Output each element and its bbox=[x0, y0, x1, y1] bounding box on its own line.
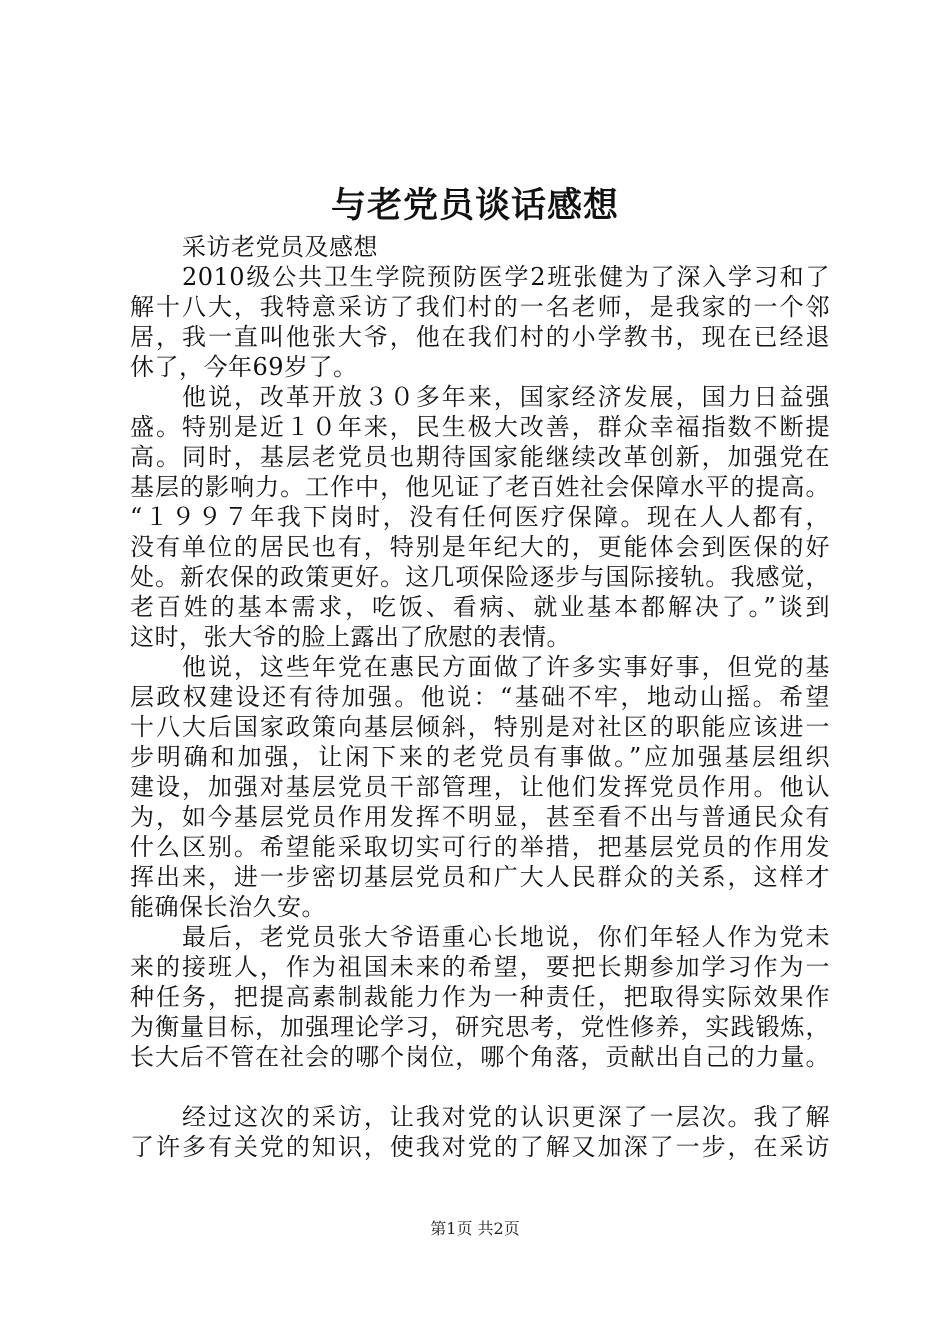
paragraph-line: 这时，张大爷的脸上露出了欣慰的表情。 bbox=[130, 623, 571, 651]
paragraph-line: 能确保长治久安。 bbox=[130, 893, 326, 921]
paragraph-gap bbox=[130, 1072, 830, 1102]
paragraph-line: 解十八大，我特意采访了我们村的一名老师，是我家的一个邻 bbox=[130, 293, 830, 321]
paragraph-line: 为，如今基层党员作用发挥不明显，甚至看不出与普通民众有 bbox=[130, 803, 830, 831]
paragraph-line: 居，我一直叫他张大爷，他在我们村的小学教书，现在已经退 bbox=[130, 323, 830, 351]
paragraph-line: 建设，加强对基层党员干部管理，让他们发挥党员作用。他认 bbox=[130, 773, 830, 801]
paragraph-line: 最后，老党员张大爷语重心长地说，你们年轻人作为党未 bbox=[182, 923, 830, 951]
paragraph-line: “１９９７年我下岗时，没有任何医疗保障。现在人人都有， bbox=[130, 503, 830, 531]
document-title: 与老党员谈话感想 bbox=[330, 185, 619, 226]
paragraph-line: 经过这次的采访，让我对党的认识更深了一层次。我了解 bbox=[182, 1103, 830, 1131]
page-number-footer: 第1页 共2页 bbox=[430, 1219, 520, 1238]
paragraph-line: 什么区别。希望能采取切实可行的举措，把基层党员的作用发 bbox=[130, 833, 830, 861]
paragraph-line: 为衡量目标，加强理论学习，研究思考，党性修养，实践锻炼， bbox=[130, 1013, 830, 1041]
paragraph-line: 挥出来，进一步密切基层党员和广大人民群众的关系，这样才 bbox=[130, 863, 830, 891]
paragraph-line: 处。新农保的政策更好。这几项保险逐步与国际接轨。我感觉， bbox=[130, 563, 830, 591]
paragraph-line: 盛。特别是近１０年来，民生极大改善，群众幸福指数不断提 bbox=[130, 413, 830, 441]
paragraph-line: 老百姓的基本需求，吃饭、看病、就业基本都解决了。”谈到 bbox=[130, 593, 830, 621]
paragraph-line: 他说，这些年党在惠民方面做了许多实事好事，但党的基 bbox=[182, 653, 830, 681]
paragraph-line: 没有单位的居民也有，特别是年纪大的，更能体会到医保的好 bbox=[130, 533, 830, 561]
document-body bbox=[130, 232, 830, 1162]
subtitle-line: 采访老党员及感想 bbox=[182, 233, 378, 261]
paragraph-line: 基层的影响力。工作中，他见证了老百姓社会保障水平的提高。 bbox=[130, 473, 830, 501]
paragraph-line: 高。同时，基层老党员也期待国家能继续改革创新，加强党在 bbox=[130, 443, 830, 471]
paragraph-line: 休了，今年69岁了。 bbox=[130, 353, 358, 381]
paragraph-line: 种任务，把提高素制裁能力作为一种责任，把取得实际效果作 bbox=[130, 983, 830, 1011]
paragraph-line: 层政权建设还有待加强。他说：“基础不牢，地动山摇。希望 bbox=[130, 683, 830, 711]
paragraph-line: 来的接班人，作为祖国未来的希望，要把长期参加学习作为一 bbox=[130, 953, 830, 981]
paragraph-line: 了许多有关党的知识，使我对党的了解又加深了一步，在采访 bbox=[130, 1133, 830, 1161]
paragraph-line: 长大后不管在社会的哪个岗位，哪个角落，贡献出自己的力量。 bbox=[130, 1043, 830, 1071]
paragraph-line: 步明确和加强，让闲下来的老党员有事做。”应加强基层组织 bbox=[130, 743, 830, 771]
paragraph-line: 2010级公共卫生学院预防医学2班张健为了深入学习和了 bbox=[182, 263, 830, 291]
paragraph-line: 十八大后国家政策向基层倾斜，特别是对社区的职能应该进一 bbox=[130, 713, 830, 741]
paragraph-line: 他说，改革开放３０多年来，国家经济发展，国力日益强 bbox=[182, 383, 830, 411]
